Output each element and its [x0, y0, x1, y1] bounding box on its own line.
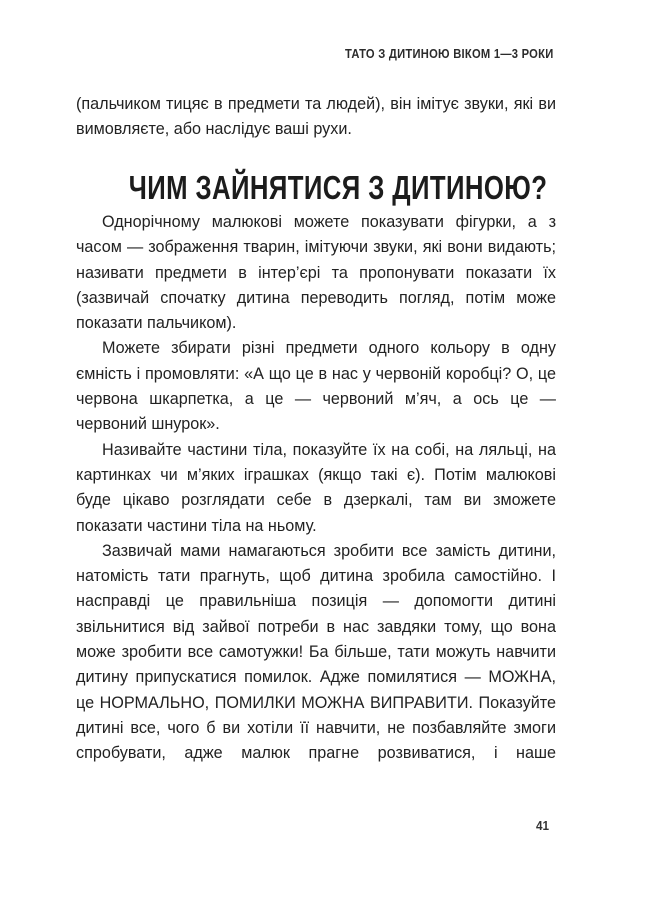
paragraph-1: Однорічному малюкові можете показувати фігурки, а з часом — зображення тварин, імітуючи звуки, які вони видають; називати предмети в інтер’єрі та пропонувати показати їх (зазвичай спочатку дитина переводить погляд, потім може показати пальчиком). — [76, 213, 556, 333]
paragraph-2: Можете збирати різні предмети одного кольору в одну ємність і промовляти: «А що це в нас у червоній коробці? О, це червона шкарпетка, а це — червоний м’яч, а ось це — червоний шнурок». — [76, 339, 556, 434]
continued-paragraph-block — [76, 92, 556, 143]
paragraph-3: Називайте частини тіла, показуйте їх на собі, на ляльці, на картинках чи м’яких іграшках (якщо такі є). Потім малюкові буде цікаво розглядати себе в дзеркалі, там ви зможете показати частини тіла на ньому. — [76, 440, 556, 535]
running-head: ТАТО З ДИТИНОЮ ВІКОМ 1—3 РОКИ — [345, 46, 554, 61]
section-heading: ЧИМ ЗАЙНЯТИСЯ З ДИТИНОЮ? — [128, 169, 548, 206]
body-text — [76, 210, 556, 767]
continued-paragraph: (пальчиком тицяє в предмети та людей), він імітує звуки, які ви вимовляєте, або наслідує ваші рухи. — [76, 95, 556, 139]
paragraph-4: Зазвичай мами намагаються зробити все замість дитини, натомість тати прагнуть, щоб дитина зробила самостійно. І насправді це правильніша позиція — допомогти дитині звільнитися від зайвої потреби в нас завдяки тому, що вона може зробити все самотужки! Ба більше, тати можуть навчити дитину припускатися помилок. Адже помилятися — МОЖНА, це НОРМАЛЬНО, ПОМИЛКИ МОЖНА ВИПРАВИТИ. Показуйте дитині все, чого б ви хотіли її навчити, не позбавляйте змоги спробувати, адже малюк прагне розвиватися, і наше — [76, 541, 556, 763]
page-number: 41 — [536, 818, 550, 833]
